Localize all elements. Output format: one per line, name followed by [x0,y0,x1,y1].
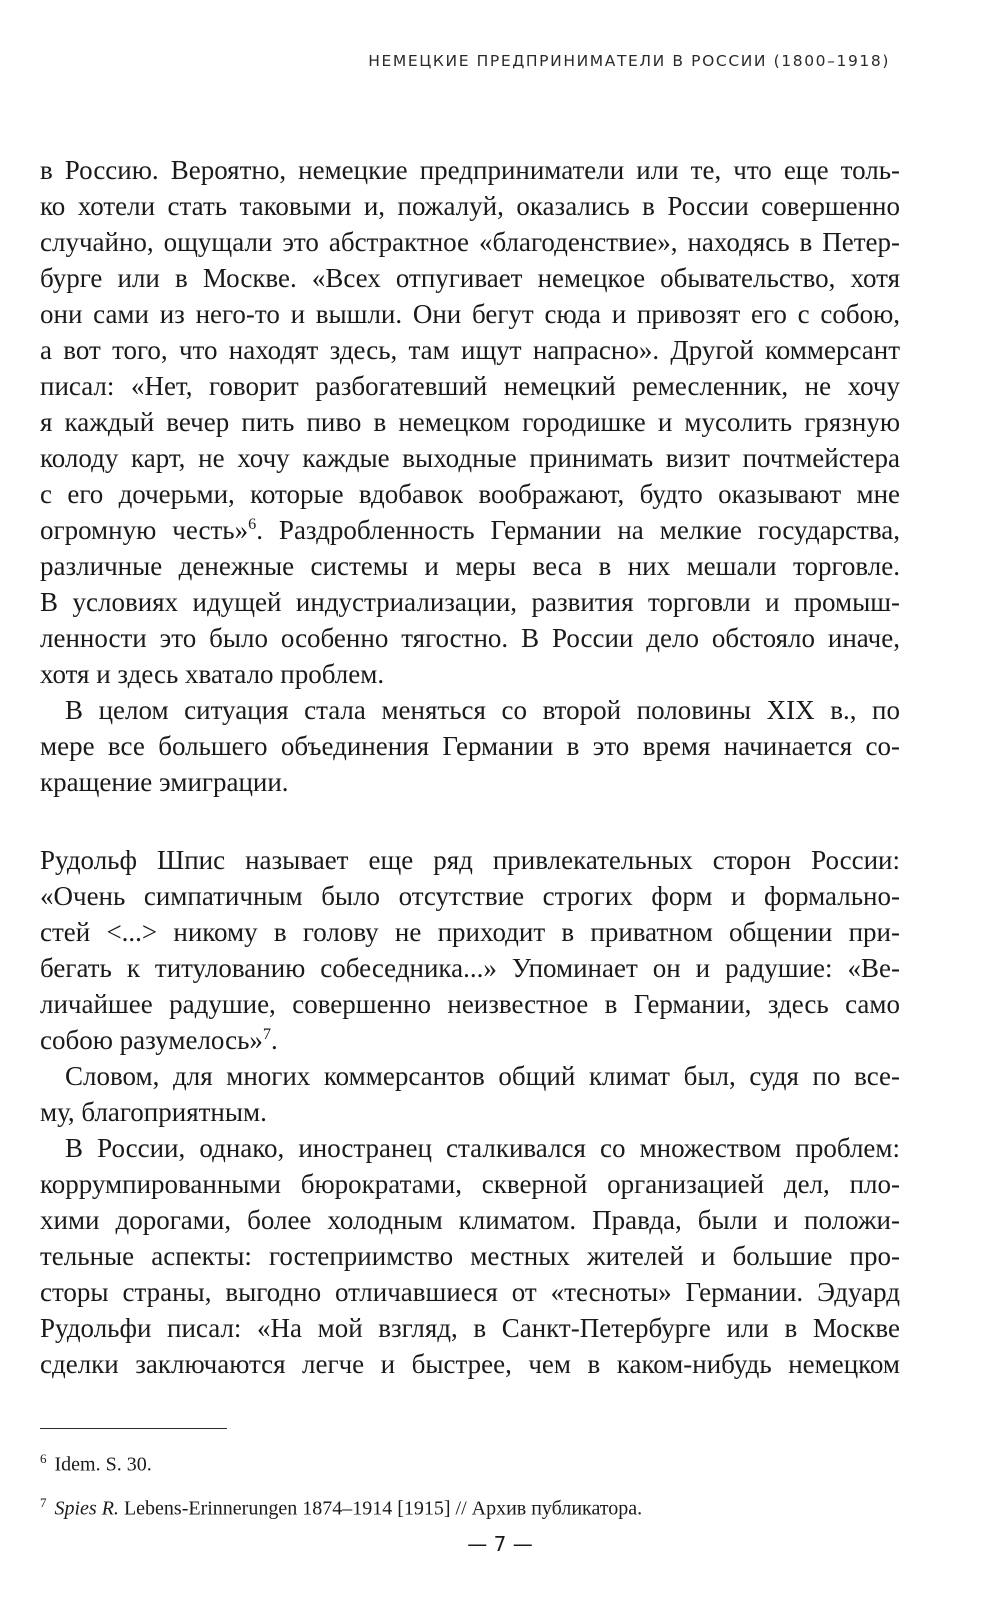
text-line: коррумпированными бюрократами, скверной организацией дел, пло- [40,1169,900,1199]
paragraph-2 [40,692,900,800]
text-line: они сами из него-то и вышли. Они бегут сюда и привозят его с собою, [40,299,900,329]
text-line: в Россию. Вероятно, немецкие предприниматели или те, что еще толь- [40,155,900,185]
page-number: — 7 — [467,1532,533,1556]
running-header: НЕМЕЦКИЕ ПРЕДПРИНИМАТЕЛИ В РОССИИ (1800–1918) [368,52,890,70]
text-line: ко хотели стать таковыми и, пожалуй, оказались в России совершенно [40,191,900,221]
text-line: с его дочерьми, которые вдобавок воображают, будто оказывают мне [40,479,900,509]
text-line: писал: «Нет, говорит разбогатевший немецкий ремесленник, не хочу [40,371,900,401]
text-line: Рудольфи писал: «На мой взгляд, в Санкт-Петербурге или в Москве [40,1313,900,1343]
text-line: В условиях идущей индустриализации, развития торговли и промыш- [40,587,900,617]
footnote-text: Idem. S. 30. [54,1453,152,1476]
text-line: Рудольф Шпис называет еще ряд привлекательных сторон России: [40,845,900,875]
paragraph-4 [40,1058,900,1130]
text-line: ленности это было особенно тягостно. В России дело обстояло иначе, [40,623,900,653]
footnote-text: Lebens-Erinnerungen 1874–1914 [1915] // Архив публикатора. [118,1497,643,1520]
text-line: сторы страны, выгодно отличавшиеся от «тесноты» Германии. Эдуард [40,1277,900,1307]
text-fragment: собою разумелось» [40,1025,263,1055]
text-line [40,512,900,548]
footnote-ref-6: 6 [248,515,257,533]
text-line: тельные аспекты: гостеприимство местных жителей и большие про- [40,1241,900,1271]
text-fragment: . [270,1025,278,1055]
text-line: му, благоприятным. [40,1097,267,1127]
text-line: стей <...> никому в голову не приходит в приватном общении при- [40,917,900,947]
text-line: а вот того, что находят здесь, там ищут напрасно». Другой коммерсант [40,335,900,365]
text-line: случайно, ощущали это абстрактное «благоденствие», находясь в Петер- [40,227,900,257]
text-line: сделки заключаются легче и быстрее, чем в каком-нибудь немецком [40,1349,900,1379]
text-line: различные денежные системы и меры веса в них мешали торговле. [40,551,900,581]
text-line: мере все большего объединения Германии в это время начинается со- [40,731,900,761]
text-line: В целом ситуация стала меняться со второй половины XIX в., по [65,695,900,725]
paragraph-1 [40,152,900,692]
text-line: Словом, для многих коммерсантов общий климат был, судя по все- [65,1061,900,1091]
footnotes [40,1440,900,1527]
footnote-number: 6 [40,1451,47,1466]
text-line: бегать к титулованию собеседника...» Упоминает он и радушие: «Ве- [40,953,900,983]
paragraph-5 [40,1130,900,1382]
text-line: хими дорогами, более холодным климатом. Правда, были и положи- [40,1205,900,1235]
text-fragment: . Раздробленность Германии на мелкие государства, [256,515,900,545]
text-line: личайшее радушие, совершенно неизвестное в Германии, здесь само [40,989,900,1019]
footnote-author: Spies R. [54,1497,119,1520]
footnote-number: 7 [40,1494,47,1510]
text-line: хотя и здесь хватало проблем. [40,659,385,689]
text-line: В России, однако, иностранец сталкивался со множеством проблем: [65,1133,900,1163]
text-line: колоду карт, не хочу каждые выходные принимать визит почтмейстера [40,443,900,473]
footnote-divider [40,1428,227,1429]
footnote-7 [40,1484,900,1528]
text-fragment: огромную честь» [40,515,249,545]
text-line: кращение эмиграции. [40,767,289,797]
text-line [40,1022,900,1058]
paragraph-3 [40,842,900,1058]
text-line: я каждый вечер пить пиво в немецком городишке и мусолить грязную [40,407,900,437]
text-line: бурге или в Москве. «Всех отпугивает немецкое обывательство, хотя [40,263,900,293]
footnote-6 [40,1440,900,1484]
footnote-ref-7: 7 [262,1025,271,1043]
text-line: «Очень симпатичным было отсутствие строгих форм и формально- [40,881,900,911]
